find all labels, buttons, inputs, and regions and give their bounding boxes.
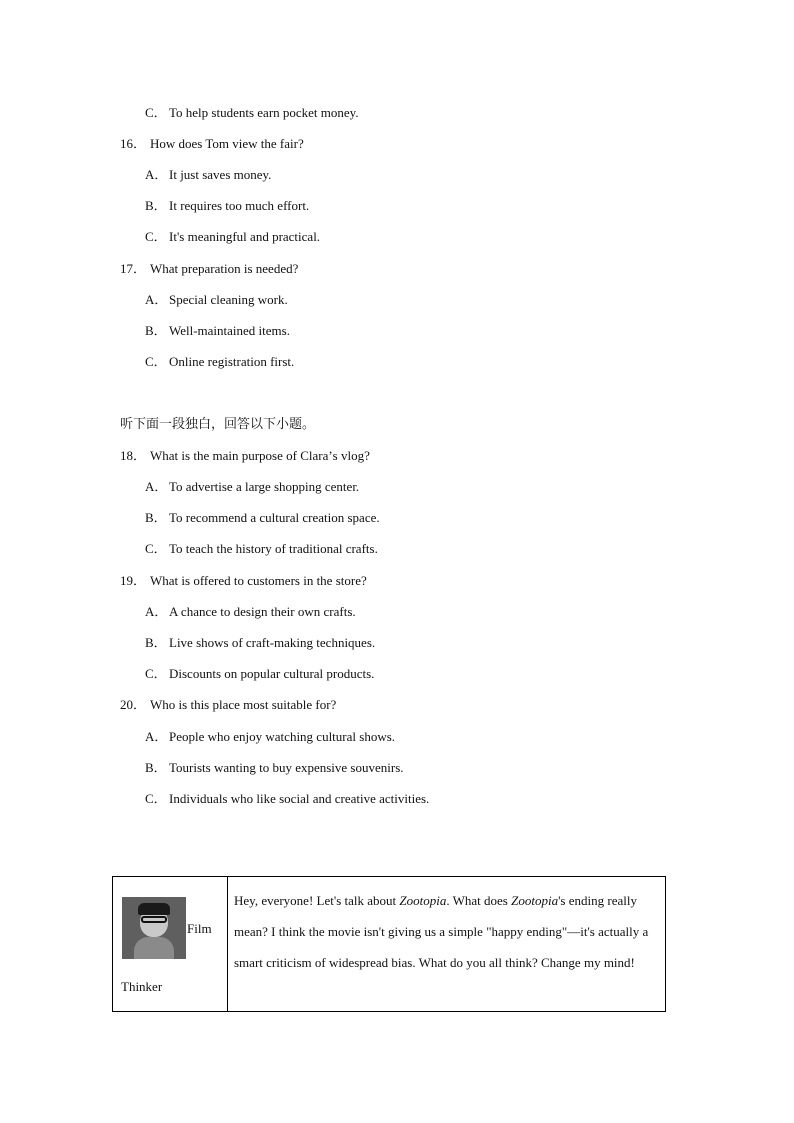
cartoon-avatar-icon [122,897,186,959]
q17-option-a [145,292,288,308]
option-letter: A． [145,479,168,494]
q19-option-c [145,666,374,682]
option-text: Well-maintained items. [169,323,290,338]
option-letter: A． [145,292,168,307]
username-line-1: Film [187,921,212,936]
option-letter: A． [145,729,168,744]
option-letter: C． [145,105,167,120]
question-number: 17． [120,261,147,276]
option-letter: C． [145,666,167,681]
q18-option-a [145,479,359,495]
option-text: To advertise a large shopping center. [169,479,360,494]
option-letter: A． [145,167,168,182]
q17-question [120,261,298,277]
question-text: Who is this place most suitable for? [150,697,337,712]
q18-question [120,448,370,464]
option-text: Discounts on popular cultural products. [169,666,375,681]
option-text: Special cleaning work. [169,292,288,307]
question-number: 19． [120,573,147,588]
q18-option-c [145,541,378,557]
option-text: It's meaningful and practical. [169,229,321,244]
q16-option-a [145,167,271,183]
option-text: A chance to design their own crafts. [169,604,356,619]
option-letter: C． [145,541,167,556]
option-letter: C． [145,229,167,244]
option-text: To help students earn pocket money. [169,105,359,120]
option-text: Online registration first. [169,354,295,369]
q17-option-b [145,323,290,339]
option-letter: B． [145,323,167,338]
option-letter: B． [145,635,167,650]
q18-option-b [145,510,380,526]
post-text [234,885,654,978]
option-text: Tourists wanting to buy expensive souvenirs. [169,760,404,775]
table-divider [227,877,228,1011]
option-text: Individuals who like social and creative activities. [169,791,430,806]
question-number: 16． [120,136,147,151]
option-text: People who enjoy watching cultural shows. [169,729,396,744]
question-text: What preparation is needed? [150,261,299,276]
post-text-part: Hey, everyone! Let's talk about [234,893,400,908]
option-letter: C． [145,791,167,806]
option-letter: B． [145,510,167,525]
q20-option-b [145,760,404,776]
post-text-part: 's ending really mean? I think the movie isn't giving us a simple "happy ending"—it's actually a smart criticism of widespread bias. What do you all think? Change my mind! [234,893,649,970]
option-text: Live shows of craft-making techniques. [169,635,376,650]
section-instruction: 听下面一段独白，回答以下小题。 [120,417,316,432]
option-text: It just saves money. [169,167,272,182]
q16-option-b [145,198,309,214]
q20-question [120,697,336,713]
q16-question [120,136,304,152]
q17-option-c [145,354,294,370]
question-text: What is the main purpose of Claraʼs vlog? [150,448,370,463]
q19-option-a [145,604,356,620]
q20-option-c [145,791,429,807]
q19-option-b [145,635,375,651]
username-line-2: Thinker [121,979,163,994]
q16-option-c [145,229,320,245]
option-text: It requires too much effort. [169,198,310,213]
question-number: 20． [120,697,147,712]
question-number: 18． [120,448,147,463]
post-text-part: . What does [446,893,512,908]
option-letter: B． [145,198,167,213]
option-letter: A． [145,604,168,619]
q20-option-a [145,729,395,745]
forum-post-table [112,876,666,1012]
option-letter: B． [145,760,167,775]
q15-option-c [145,105,359,121]
q19-question [120,573,367,589]
post-text-italic: Zootopia [399,893,447,908]
question-text: What is offered to customers in the store? [150,573,367,588]
option-text: To recommend a cultural creation space. [169,510,380,525]
option-letter: C． [145,354,167,369]
option-text: To teach the history of traditional crafts. [169,541,378,556]
question-text: How does Tom view the fair? [150,136,304,151]
post-text-italic: Zootopia [511,893,559,908]
